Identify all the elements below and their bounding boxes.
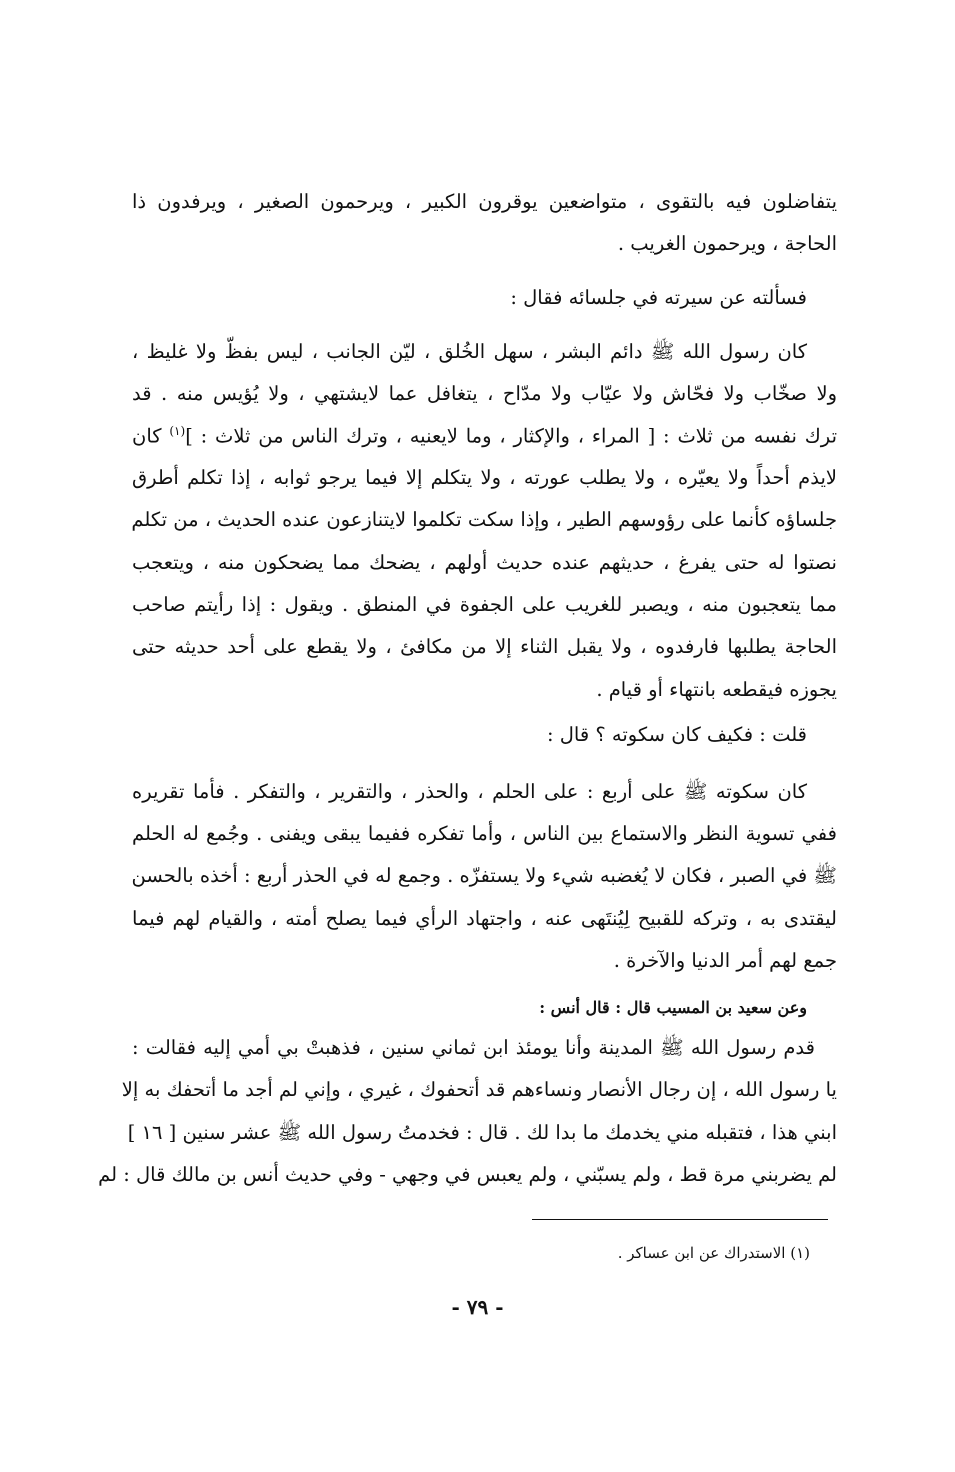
footnote-ref: (١) bbox=[169, 424, 186, 438]
text-line: كان سكوته ﷺ على أربع : على الحلم ، والحذر ، والتقرير ، والتفكر . فأما تقريره bbox=[132, 780, 807, 803]
text-line: كان رسول الله ﷺ دائم البشر ، سهل الخُلق ، ليّن الجانب ، ليس بفظّ ولا غليظ ، bbox=[132, 340, 807, 363]
text-line: يجوزه فيقطعه بانتهاء أو قيام . bbox=[596, 678, 837, 701]
text-line: قدم رسول الله ﷺ المدينة وأنا يومئذ ابن ثماني سنين ، فذهبتْ بي أمي إليه فقالت : bbox=[132, 1036, 815, 1059]
text-line: لم يضربني مرة قط ، ولم يسبّني ، ولم يعبس في وجهي - وفي حديث أنس بن مالك قال : لم bbox=[98, 1163, 837, 1186]
text-line: جمع لهم أمر الدنيا والآخرة . bbox=[613, 949, 837, 972]
text-line: فسألته عن سيرته في جلسائه فقال : bbox=[510, 286, 807, 309]
text-line: يا رسول الله ، إن رجال الأنصار ونساءهم قد أتحفوك ، غيري ، وإني لم أجد ما أتحفك به إلا bbox=[121, 1078, 837, 1101]
footnote-separator bbox=[532, 1219, 828, 1220]
text-line: لايذم أحداً ولا يعيّره ، ولا يطلب عورته ، ولا يتكلم إلا فيما يرجو ثوابه ، إذا تكلم أطرق bbox=[132, 466, 837, 489]
section-heading: وعن سعيد بن المسيب قال : قال أنس : bbox=[539, 998, 807, 1017]
text-line: يتفاضلون فيه بالتقوى ، متواضعين يوقرون الكبير ، ويرحمون الصغير ، ويرفدون ذا bbox=[132, 190, 837, 213]
text-line: ولا صخّاب ولا فحّاش ولا عيّاب ولا مدّاح ، يتغافل عما لايشتهي ، ولا يُؤيس منه . قد bbox=[132, 382, 837, 405]
text-line: جلساؤه كأنما على رؤوسهم الطير ، وإذا سكت تكلموا لايتنازعون عنده الحديث ، من تكلم bbox=[131, 508, 837, 531]
text-line: ففي تسوية النظر والاستماع بين الناس ، وأما تفكره ففيما يبقى ويفنى . وجُمع له الحلم bbox=[132, 822, 837, 845]
footnote: (١) الاستدراك عن ابن عساكر . bbox=[617, 1244, 810, 1262]
text-line: نصتوا له حتى يفرغ ، حديثهم عنده حديث أولهم ، يضحك مما يضحكون منه ، ويتعجب bbox=[132, 551, 837, 574]
text-line: ليقتدى به ، وتركه للقبيح لِيُنتَهى عنه ، واجتهاد الرأي فيما يصلح أمته ، والقيام لهم فيما bbox=[132, 907, 837, 930]
text-line: ابني هذا ، فتقبله مني يخدمك ما بدا لك . قال : فخدمتُ رسول الله ﷺ عشر سنين [ ١٦ ] bbox=[127, 1121, 837, 1144]
page-number: - ٧٩ - bbox=[451, 1295, 504, 1319]
text-line: مما يتعجبون منه ، ويصبر للغريب على الجفوة في المنطق . ويقول : إذا رأيتم صاحب bbox=[132, 593, 837, 616]
text-line: الحاجة يطلبها فارفدوه ، ولا يقبل الثناء إلا من مكافئ ، ولا يقطع على أحد حديثه حتى bbox=[132, 635, 837, 658]
text-line: قلت : فكيف كان سكوته ؟ قال : bbox=[546, 723, 807, 746]
text-line: ترك نفسه من ثلاث : [ المراء ، والإكثار ، وما لايعنيه ، وترك الناس من ثلاث : ]$^{(١)}$ كان bbox=[132, 424, 837, 448]
text-line: الحاجة ، ويرحمون الغريب . bbox=[617, 232, 837, 255]
text-line: ﷺ في الصبر ، فكان لا يُغضبه شيء ولا يستفزّه . وجمع له في الحذر أربع : أخذه بالحسن bbox=[131, 864, 837, 887]
